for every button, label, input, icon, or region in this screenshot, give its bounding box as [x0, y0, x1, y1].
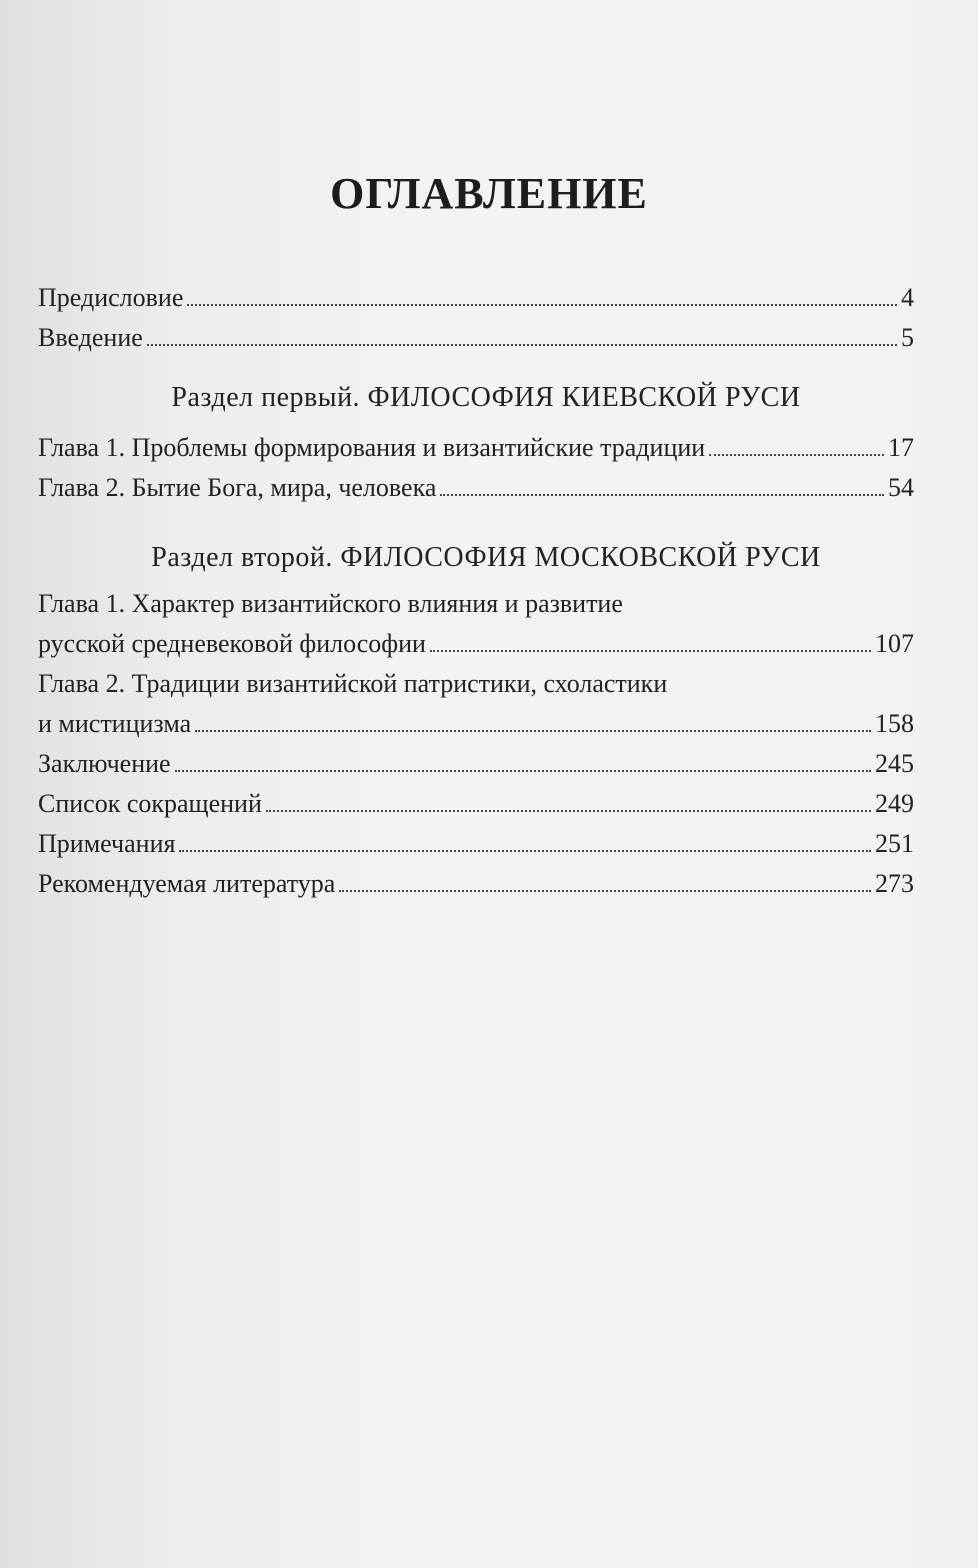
toc-entry-preface: [38, 278, 914, 318]
dot-leader: [195, 730, 871, 732]
toc-entry-page: 158: [875, 709, 914, 738]
toc-entry-page: 251: [875, 829, 914, 858]
toc-entry-page: 5: [901, 323, 914, 352]
toc-entry-introduction: [38, 318, 914, 358]
toc-entry-abbreviations: [38, 784, 914, 824]
toc-entry-label: Список сокращений: [38, 789, 262, 818]
dot-leader: [266, 810, 871, 812]
toc-entry-label-line1: Глава 1. Характер византийского влияния и развитие: [38, 589, 623, 618]
dot-leader: [440, 494, 884, 496]
toc-entry-label-line1: Глава 2. Традиции византийской патристики, схоластики: [38, 669, 668, 698]
toc-entry-notes: [38, 824, 914, 864]
toc-entry-label-line2: русской средневековой философии: [38, 629, 426, 658]
toc-entry-page: 4: [901, 283, 914, 312]
dot-leader: [147, 344, 897, 346]
toc-entry-page: 249: [875, 789, 914, 818]
toc-entry-label: Глава 1. Проблемы формирования и византийские традиции: [38, 433, 706, 462]
toc-entry-page: 17: [888, 433, 914, 462]
toc-entry-label-line2: и мистицизма: [38, 709, 192, 738]
section-heading-2: Раздел второй. ФИЛОСОФИЯ МОСКОВСКОЙ РУСИ: [151, 542, 821, 573]
dot-leader: [175, 770, 871, 772]
dot-leader: [339, 890, 871, 892]
table-of-contents: [38, 278, 914, 904]
dot-leader: [187, 304, 897, 306]
toc-entry-chapter: [38, 428, 914, 468]
page-title: ОГЛАВЛЕНИЕ: [330, 169, 648, 218]
dot-leader: [430, 650, 871, 652]
toc-entry-label: Введение: [38, 323, 143, 352]
toc-entry-chapter: [38, 468, 914, 508]
toc-entry-label: Предисловие: [38, 283, 184, 312]
toc-entry-page: 273: [875, 869, 914, 898]
toc-entry-label: Примечания: [38, 829, 176, 858]
toc-entry-page: 54: [888, 473, 914, 502]
dot-leader: [179, 850, 871, 852]
toc-entry-literature: [38, 864, 914, 904]
toc-entry-conclusion: [38, 744, 914, 784]
toc-entry-page: 245: [875, 749, 914, 778]
toc-entry-label: Заключение: [38, 749, 171, 778]
dot-leader: [709, 454, 884, 456]
section-heading-1: Раздел первый. ФИЛОСОФИЯ КИЕВСКОЙ РУСИ: [171, 382, 801, 413]
toc-entry-page: 107: [875, 629, 914, 658]
toc-entry-chapter: [38, 664, 914, 744]
toc-entry-label: Рекомендуемая литература: [38, 869, 336, 898]
toc-entry-label: Глава 2. Бытие Бога, мира, человека: [38, 473, 437, 502]
toc-entry-chapter: [38, 584, 914, 664]
